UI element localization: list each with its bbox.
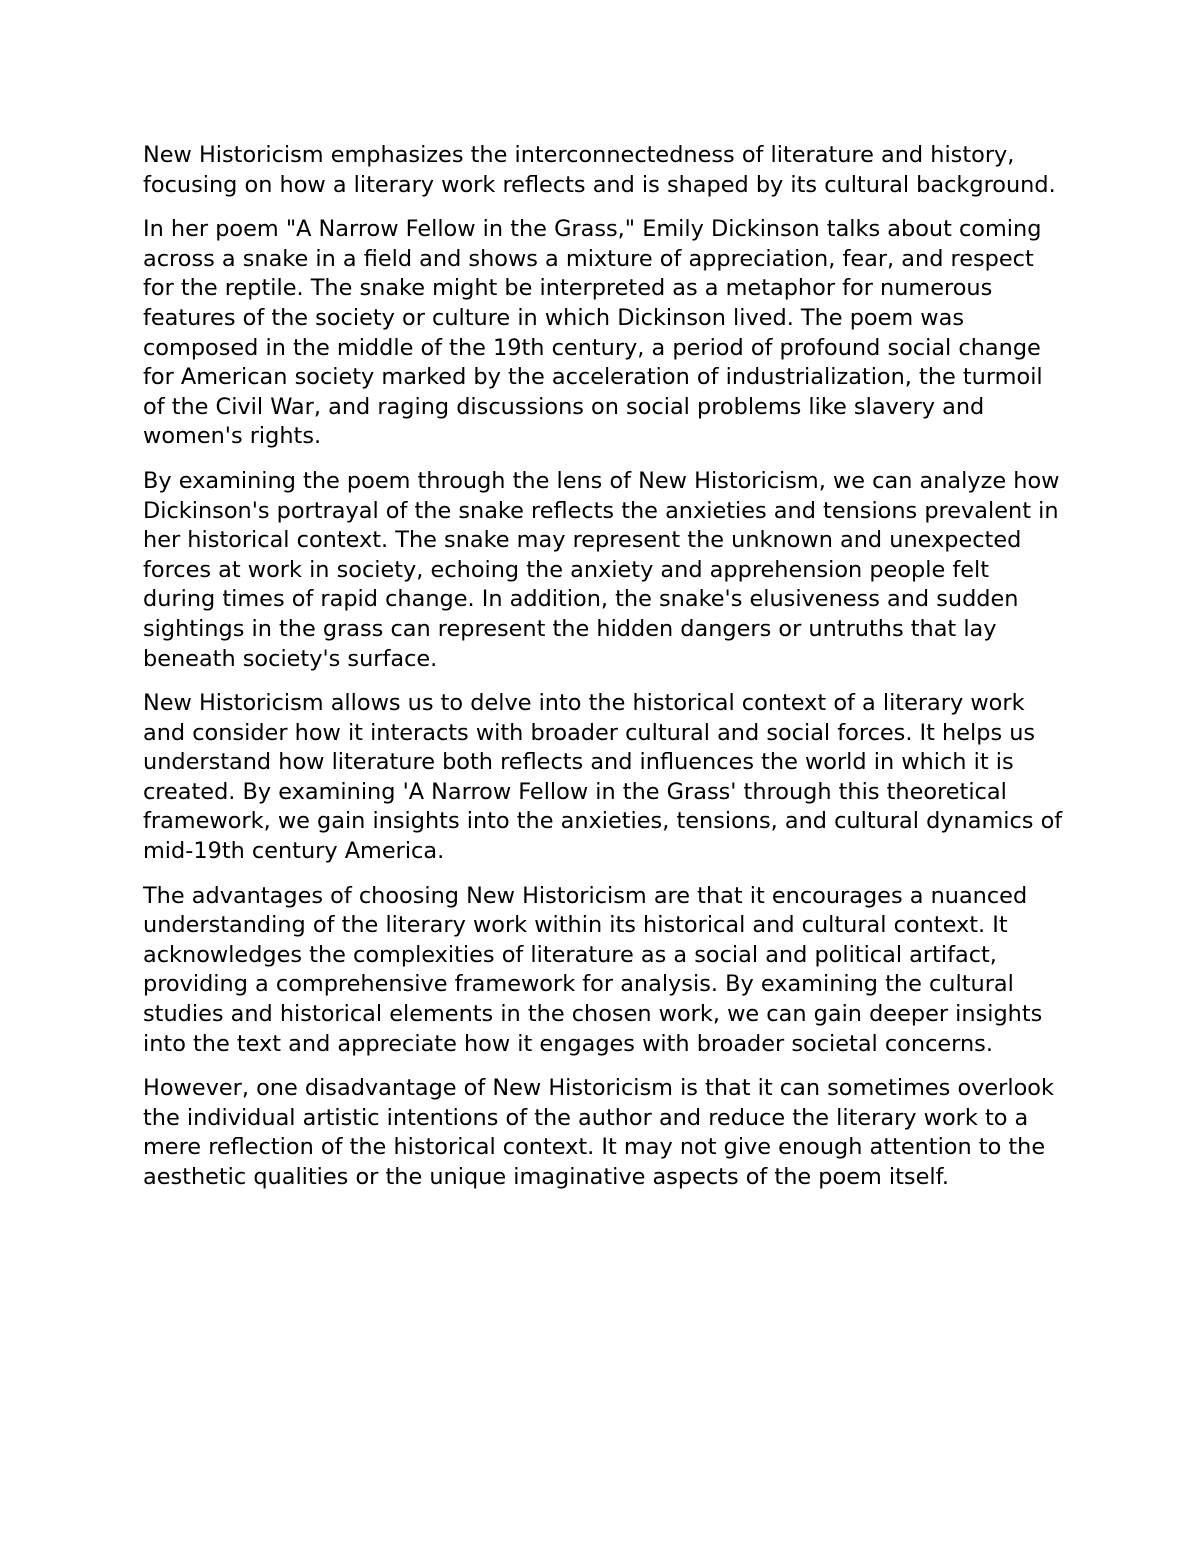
paragraph-6: However, one disadvantage of New Historicism is that it can sometimes overlook the individual artistic intentions of the author and reduce the literary work to a mere reflection of the historical context. It may not give enough attention to the aesthetic qualities or the unique imaginative aspects of the poem itself. xyxy=(143,1075,1054,1190)
paragraph-5: The advantages of choosing New Historicism are that it encourages a nuanced understanding of the literary work within its historical and cultural context. It acknowledges the complexities of literature as a social and political artifact, providing a comprehensive framework for analysis. By examining the cultural studies and historical elements in the chosen work, we can gain deeper insights into the text and appreciate how it engages with broader societal concerns. xyxy=(143,882,1043,1057)
paragraph-4: New Historicism allows us to delve into the historical context of a literary work and consider how it interacts with broader cultural and social forces. It helps us understand how literature both reflects and influences the world in which it is created. By examining 'A Narrow Fellow in the Grass' through this theoretical framework, we gain insights into the anxieties, tensions, and cultural dynamics of mid-19th century America. xyxy=(143,690,1063,865)
paragraph-3: By examining the poem through the lens of New Historicism, we can analyze how Dickinson's portrayal of the snake reflects the anxieties and tensions prevalent in her historical context. The snake may represent the unknown and unexpected forces at work in society, echoing the anxiety and apprehension people felt during times of rapid change. In addition, the snake's elusiveness and sudden sightings in the grass can represent the hidden dangers or untruths that lay beneath society's surface. xyxy=(143,467,1060,672)
document-body xyxy=(143,141,1063,1208)
paragraph-1: New Historicism emphasizes the interconnectedness of literature and history, focusing on how a literary work reflects and is shaped by its cultural background. xyxy=(143,142,1056,198)
paragraph-2: In her poem "A Narrow Fellow in the Grass," Emily Dickinson talks about coming across a snake in a field and shows a mixture of appreciation, fear, and respect for the reptile. The snake might be interpreted as a metaphor for numerous features of the society or culture in which Dickinson lived. The poem was composed in the middle of the 19th century, a period of profound social change for American society marked by the acceleration of industrialization, the turmoil of the Civil War, and raging discussions on social problems like slavery and women's rights. xyxy=(143,216,1043,450)
